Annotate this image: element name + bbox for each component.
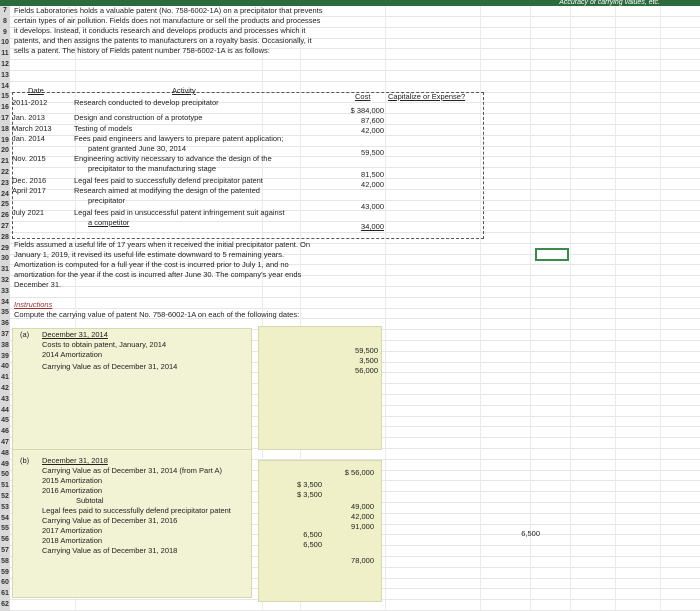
part-a-value: 3,500 — [359, 356, 378, 365]
note-line: Amortization is computed for a full year if the cost is incurred prior to July 1, and no — [14, 260, 289, 269]
row-number[interactable]: 59 — [1, 568, 9, 576]
note-line: Fields assumed a useful life of 17 years when it received the initial precipitator patent. On — [14, 240, 310, 249]
history-activity: precipitator to the manufacturing stage — [88, 164, 216, 173]
history-date: Dec. 2016 — [12, 176, 47, 185]
history-cost: 81,500 — [361, 170, 384, 179]
part-b-mid: $ 3,500 — [296, 480, 322, 489]
row-number[interactable]: 21 — [1, 158, 9, 166]
row-number[interactable]: 57 — [1, 547, 9, 554]
history-activity: Design and construction of a prototype — [74, 113, 203, 122]
grid-row-line — [10, 297, 700, 298]
header-capitalize: Capitalize or Expense? — [388, 92, 466, 101]
part-b-value: $ 56,000 — [344, 468, 374, 477]
selected-cell[interactable] — [535, 248, 569, 261]
row-number[interactable]: 32 — [1, 277, 9, 284]
row-number[interactable]: 30 — [1, 255, 9, 263]
history-activity: Engineering activity necessary to advance the design of the — [74, 154, 272, 163]
row-number[interactable]: 62 — [1, 601, 9, 608]
row-number[interactable]: 44 — [1, 406, 9, 414]
note-line: January 1, 2019, it revised its useful life estimate downward to 5 remaining years. — [14, 250, 285, 259]
grid-column-line — [530, 6, 531, 611]
row-number[interactable]: 11 — [1, 50, 9, 58]
row-number[interactable]: 18 — [1, 125, 9, 133]
history-activity: a competitor — [88, 218, 130, 227]
part-a-date: December 31, 2014 — [42, 330, 108, 339]
part-b-line: Subtotal — [76, 496, 104, 505]
instructions-text: Compute the carrying value of patent No. 758-6002-1A on each of the following dates: — [14, 310, 300, 319]
row-number[interactable]: 61 — [1, 590, 9, 598]
intro-line: patents, and then assigns the patents to manufacturers on a royalty basis. Occasionally, it — [14, 36, 312, 45]
row-number[interactable]: 29 — [1, 244, 9, 252]
spreadsheet[interactable] — [0, 6, 700, 611]
part-a-value: 56,000 — [355, 366, 378, 375]
row-number[interactable]: 43 — [1, 395, 9, 403]
row-number[interactable]: 35 — [1, 309, 9, 317]
part-b-line: Carrying Value as of December 31, 2018 — [42, 546, 178, 555]
grid-column-line — [615, 6, 616, 611]
intro-line: it develops. Instead, it conducts research and develops products and processes which it — [14, 26, 306, 35]
row-number[interactable]: 48 — [1, 449, 9, 457]
history-date: April 2017 — [12, 186, 46, 195]
row-number[interactable]: 25 — [1, 201, 9, 209]
history-date: 2011-2012 — [12, 98, 48, 107]
history-activity: Research conducted to develop precipitator — [74, 98, 219, 107]
history-cost: 42,000 — [361, 126, 384, 135]
history-activity: Research aimed at modifying the design of the patented — [74, 186, 260, 195]
row-number[interactable]: 14 — [1, 82, 9, 90]
part-a-line: Carrying Value as of December 31, 2014 — [42, 362, 178, 371]
part-a-line: Costs to obtain patent, January, 2014 — [42, 340, 167, 349]
part-b-value: 49,000 — [351, 502, 374, 511]
row-number[interactable]: 27 — [1, 223, 9, 230]
row-number[interactable]: 58 — [1, 557, 9, 565]
row-number[interactable]: 41 — [1, 374, 9, 382]
header-activity: Activity — [172, 86, 196, 95]
intro-line: Fields Laboratories holds a valuable patent (No. 758-6002-1A) on a precipitator that prevents — [14, 6, 323, 15]
row-number[interactable]: 20 — [1, 147, 9, 155]
part-a-value: 59,500 — [355, 346, 378, 355]
history-date: Nov. 2015 — [12, 154, 46, 163]
row-number[interactable]: 16 — [1, 104, 9, 112]
note-line: December 31. — [14, 280, 62, 289]
row-number[interactable]: 55 — [1, 525, 9, 533]
row-number[interactable]: 53 — [1, 503, 9, 511]
row-number[interactable]: 23 — [1, 179, 9, 187]
history-cost: $ 384,000 — [350, 106, 384, 115]
row-number[interactable]: 39 — [1, 352, 9, 360]
history-activity: Legal fees paid to successfully defend precipitator patent — [74, 176, 263, 185]
row-number[interactable]: 13 — [1, 71, 9, 79]
grid-row-line — [10, 286, 700, 287]
part-b-mid: 6,500 — [303, 530, 322, 539]
row-number[interactable]: 36 — [1, 320, 9, 328]
row-number[interactable]: 10 — [1, 39, 9, 47]
row-number[interactable]: 42 — [1, 385, 9, 392]
row-number[interactable]: 34 — [1, 298, 9, 306]
part-b-value: 91,000 — [351, 522, 374, 531]
part-b-line: 2017 Amortization — [42, 526, 103, 535]
part-b-line: 2015 Amortization — [42, 476, 103, 485]
grid-column-line — [570, 6, 571, 611]
history-activity: Fees paid engineers and lawyers to prepare patent application; — [74, 134, 284, 143]
row-number[interactable]: 26 — [1, 212, 9, 220]
row-number[interactable]: 60 — [1, 579, 9, 587]
answer-area-a[interactable] — [258, 326, 382, 450]
history-activity: Legal fees paid in unsuccessful patent infringement suit against — [74, 208, 285, 217]
part-b-line: 2018 Amortization — [42, 536, 103, 545]
grid-column-line — [660, 6, 661, 611]
row-number[interactable]: 9 — [3, 28, 7, 36]
note-line: amortization for the year if the cost is incurred after June 30. The company's year ends — [14, 270, 302, 279]
part-b-value: 78,000 — [351, 556, 374, 565]
row-number[interactable]: 17 — [1, 115, 9, 122]
row-number[interactable]: 12 — [1, 61, 9, 68]
part-b-date: December 31, 2018 — [42, 456, 108, 465]
part-b-mid: $ 3,500 — [296, 490, 322, 499]
history-cost: 59,500 — [361, 148, 384, 157]
row-number[interactable]: 24 — [1, 190, 9, 198]
row-number[interactable]: 7 — [3, 7, 7, 14]
part-b-line: Carrying Value as of December 31, 2016 — [42, 516, 178, 525]
history-cost: 43,000 — [361, 202, 384, 211]
row-number[interactable]: 37 — [1, 331, 9, 338]
history-activity: precipitator — [88, 196, 126, 205]
row-number[interactable]: 56 — [1, 536, 9, 544]
part-a-line: 2014 Amortization — [42, 350, 103, 359]
part-b-line: Legal fees paid to successfully defend precipitator patent — [42, 506, 231, 515]
history-date: Jan. 2013 — [12, 113, 45, 122]
row-number[interactable]: 28 — [1, 233, 9, 241]
row-number[interactable]: 45 — [1, 417, 9, 425]
instructions-title: Instructions — [14, 300, 53, 309]
row-number[interactable]: 49 — [1, 460, 9, 468]
row-number[interactable]: 38 — [1, 341, 9, 349]
history-activity: patent granted June 30, 2014 — [88, 144, 186, 153]
grid-row-line — [10, 308, 700, 309]
row-number[interactable]: 52 — [1, 493, 9, 500]
history-cost: 42,000 — [361, 180, 384, 189]
row-number[interactable]: 54 — [1, 514, 9, 522]
grid-row-line — [10, 81, 700, 82]
part-b-mid: 6,500 — [303, 540, 322, 549]
history-date: Jan. 2014 — [12, 134, 45, 143]
row-number[interactable]: 33 — [1, 287, 9, 295]
row-number[interactable]: 40 — [1, 363, 9, 371]
intro-line: sells a patent. The history of Fields patent number 758-6002-1A is as follows: — [14, 46, 270, 55]
row-number[interactable]: 22 — [1, 169, 9, 176]
row-number[interactable]: 47 — [1, 439, 9, 446]
part-b-line: 2016 Amortization — [42, 486, 103, 495]
history-date: March 2013 — [12, 124, 52, 133]
side-value: 6,500 — [521, 529, 540, 538]
history-date: July 2021 — [12, 208, 45, 217]
row-number[interactable]: 19 — [1, 136, 9, 144]
history-cost: 34,000 — [361, 222, 384, 231]
row-number[interactable]: 50 — [1, 471, 9, 479]
part-b-line: Carrying Value as of December 31, 2014 (from Part A) — [42, 466, 222, 475]
part-b-label: (b) — [20, 456, 30, 465]
row-number[interactable]: 31 — [1, 266, 9, 274]
row-number[interactable]: 8 — [3, 17, 7, 25]
grid-row-line — [10, 70, 700, 71]
intro-line: certain types of air pollution. Fields does not manufacture or sell the products and processes — [14, 16, 321, 25]
history-activity: Testing of models — [74, 124, 133, 133]
grid-row-line — [10, 59, 700, 60]
part-a-label: (a) — [20, 330, 30, 339]
header-date: Date — [28, 86, 44, 95]
top-bar-text: Accuracy of carrying values, etc. — [559, 0, 660, 6]
row-number[interactable]: 15 — [1, 93, 9, 101]
header-cost: Cost — [355, 92, 371, 101]
history-cost: 87,600 — [361, 116, 384, 125]
part-b-value: 42,000 — [351, 512, 374, 521]
row-number[interactable]: 46 — [1, 428, 9, 436]
row-number[interactable]: 51 — [1, 482, 9, 490]
